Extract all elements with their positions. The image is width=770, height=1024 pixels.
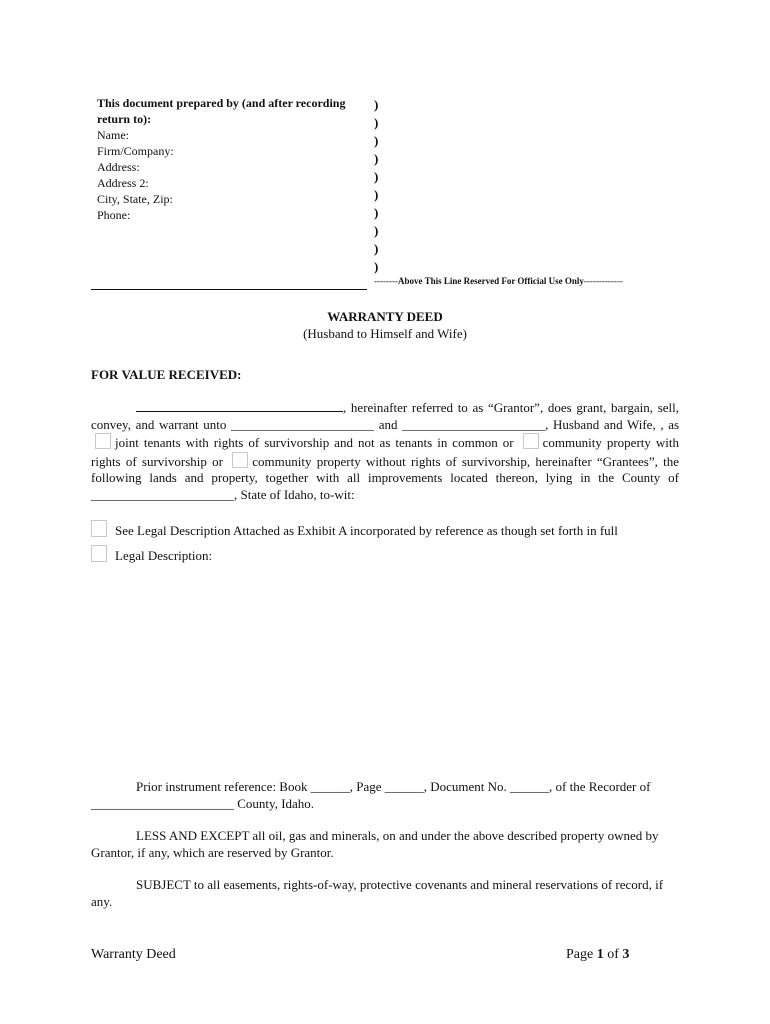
footer-document-name: Warranty Deed bbox=[91, 947, 176, 962]
paren: ) bbox=[374, 115, 379, 130]
document-subtitle: (Husband to Himself and Wife) bbox=[303, 326, 467, 341]
prior-reference-line2: ______________________ County, Idaho. bbox=[91, 795, 315, 811]
subject-paragraph: SUBJECT to all easements, rights-of-way, protective covenants and mineral reservations of record, if any. bbox=[91, 877, 664, 909]
option-community-no-survivorship: community property without rights of survivorship, hereinafter “Grantees”, the following lands and property, together with all improvements located thereon, lying in the County of bbox=[91, 453, 679, 485]
field-firm: Firm/Company: bbox=[97, 144, 174, 158]
paren: ) bbox=[374, 205, 379, 220]
option-joint-tenants: joint tenants with rights of survivorship and not as tenants in common or bbox=[115, 435, 514, 450]
prior-reference-paragraph bbox=[91, 779, 679, 812]
grantor-text: , hereinafter referred to as “Grantor”, does grant, bargain, sell, convey, and warrant unto bbox=[91, 400, 679, 432]
prior-reference-line1: Prior instrument reference: Book ______, Page ______, Document No. ______, of the Recorder of bbox=[136, 779, 651, 794]
field-address: Address: bbox=[97, 160, 140, 174]
document-title: WARRANTY DEED bbox=[327, 309, 443, 324]
grantee1-blank[interactable]: ______________________ bbox=[231, 416, 375, 432]
total-pages: 3 bbox=[622, 947, 630, 962]
grantee2-blank[interactable]: ______________________ bbox=[402, 416, 546, 432]
paren: ) bbox=[374, 169, 379, 184]
paren: ) bbox=[374, 241, 379, 256]
husband-wife-text: , Husband and Wife, , as bbox=[545, 416, 680, 432]
joint-tenants-checkbox[interactable] bbox=[95, 433, 111, 449]
county-blank[interactable]: ______________________ bbox=[91, 486, 234, 502]
paren: ) bbox=[374, 259, 379, 274]
field-name: Name: bbox=[97, 128, 129, 142]
legal-description-option bbox=[91, 545, 212, 564]
state-text: , State of Idaho, to-wit: bbox=[234, 486, 355, 502]
paren-column bbox=[374, 96, 378, 276]
exhibit-checkbox[interactable] bbox=[91, 520, 107, 537]
paren: ) bbox=[374, 133, 379, 148]
current-page: 1 bbox=[596, 947, 604, 962]
community-survivorship-checkbox[interactable] bbox=[523, 433, 539, 449]
field-phone: Phone: bbox=[97, 208, 131, 222]
paren: ) bbox=[374, 187, 379, 202]
for-value-heading: FOR VALUE RECEIVED: bbox=[91, 367, 242, 382]
field-address2: Address 2: bbox=[97, 176, 149, 190]
field-city-state-zip: City, State, Zip: bbox=[97, 192, 173, 206]
preparer-title: This document prepared by (and after recording return to): bbox=[97, 96, 346, 126]
grant-paragraph bbox=[91, 398, 679, 503]
page-label: Page bbox=[566, 947, 594, 962]
paren: ) bbox=[374, 223, 379, 238]
dashes: ------------- bbox=[583, 276, 623, 286]
exhibit-label: See Legal Description Attached as Exhibit A incorporated by reference as though set forth in full bbox=[115, 523, 618, 538]
footer-page-number bbox=[566, 947, 629, 963]
recording-divider bbox=[91, 289, 367, 290]
of-label: of bbox=[607, 947, 619, 962]
less-except-paragraph: LESS AND EXCEPT all oil, gas and minerals, on and under the above described property owned by Grantor, if any, which are reserved by Grantor. bbox=[91, 828, 659, 860]
preparer-block bbox=[97, 95, 367, 223]
exhibit-option bbox=[91, 520, 618, 539]
paren: ) bbox=[374, 151, 379, 166]
and-text: and bbox=[378, 416, 398, 432]
legal-description-checkbox[interactable] bbox=[91, 545, 107, 562]
dashes: -------- bbox=[374, 276, 398, 286]
legal-description-label: Legal Description: bbox=[115, 548, 213, 563]
paren: ) bbox=[374, 97, 379, 112]
grantor-blank[interactable] bbox=[136, 398, 343, 412]
reserved-text: Above This Line Reserved For Official Use Only bbox=[397, 276, 584, 286]
option-community-survivorship: community property with rights of survivorship or bbox=[91, 435, 680, 469]
community-no-survivorship-checkbox[interactable] bbox=[232, 452, 248, 468]
reserved-line bbox=[374, 276, 623, 286]
